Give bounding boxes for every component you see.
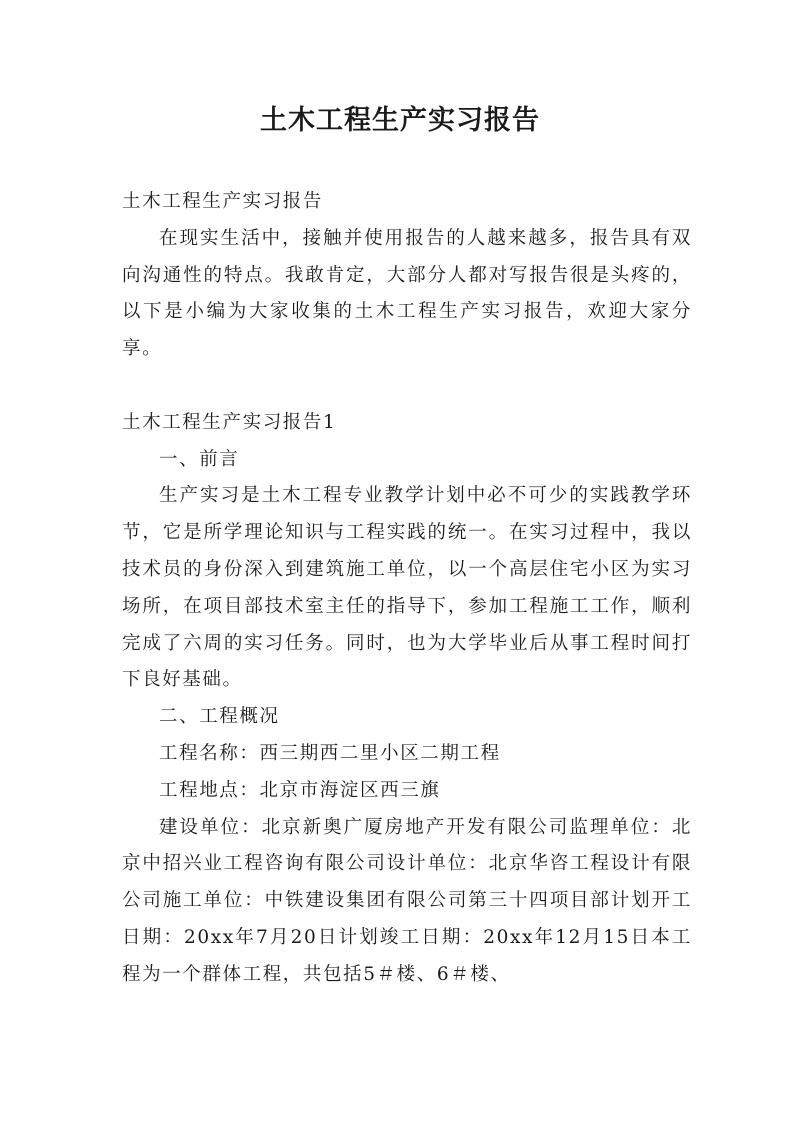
section-title: 土木工程生产实习报告1 (122, 411, 337, 433)
intro-paragraph: 在现实生活中，接触并使用报告的人越来越多，报告具有双向沟通性的特点。我敢肯定，大部分人都对写报告很是头疼的，以下是小编为大家收集的土木工程生产实习报告，欢迎大家分享。 (122, 227, 692, 360)
preface-paragraph: 生产实习是土木工程专业教学计划中必不可少的实践教学环节，它是所学理论知识与工程实践的统一。在实习过程中，我以技术员的身份深入到建筑施工单位，以一个高层住宅小区为实习场所，在项目部技术室主任的指导下，参加工程施工工作，顺利完成了六周的实习任务。同时，也为大学毕业后从事工程时间打下良好基础。 (122, 485, 692, 691)
project-location-line: 工程地点：北京市海淀区西三旗 (159, 779, 441, 801)
project-details-paragraph: 建设单位：北京新奥广厦房地产开发有限公司监理单位：北京中招兴业工程咨询有限公司设计单位：北京华咨工程设计有限公司施工单位：中铁建设集团有限公司第三十四项目部计划开工日期：20xx年7月20日计划竣工日期：20xx年12月15日本工程为一个群体工程，共包括5＃楼、6＃楼、 (122, 816, 692, 985)
heading-overview: 二、工程概况 (159, 706, 280, 728)
document-subtitle: 土木工程生产实习报告 (122, 191, 324, 212)
project-name-line: 工程名称：西三期西二里小区二期工程 (159, 742, 501, 764)
document-body (122, 184, 692, 994)
document-title: 土木工程生产实习报告 (260, 105, 540, 136)
heading-preface: 一、前言 (159, 448, 240, 470)
paragraph-spacer (122, 368, 692, 405)
